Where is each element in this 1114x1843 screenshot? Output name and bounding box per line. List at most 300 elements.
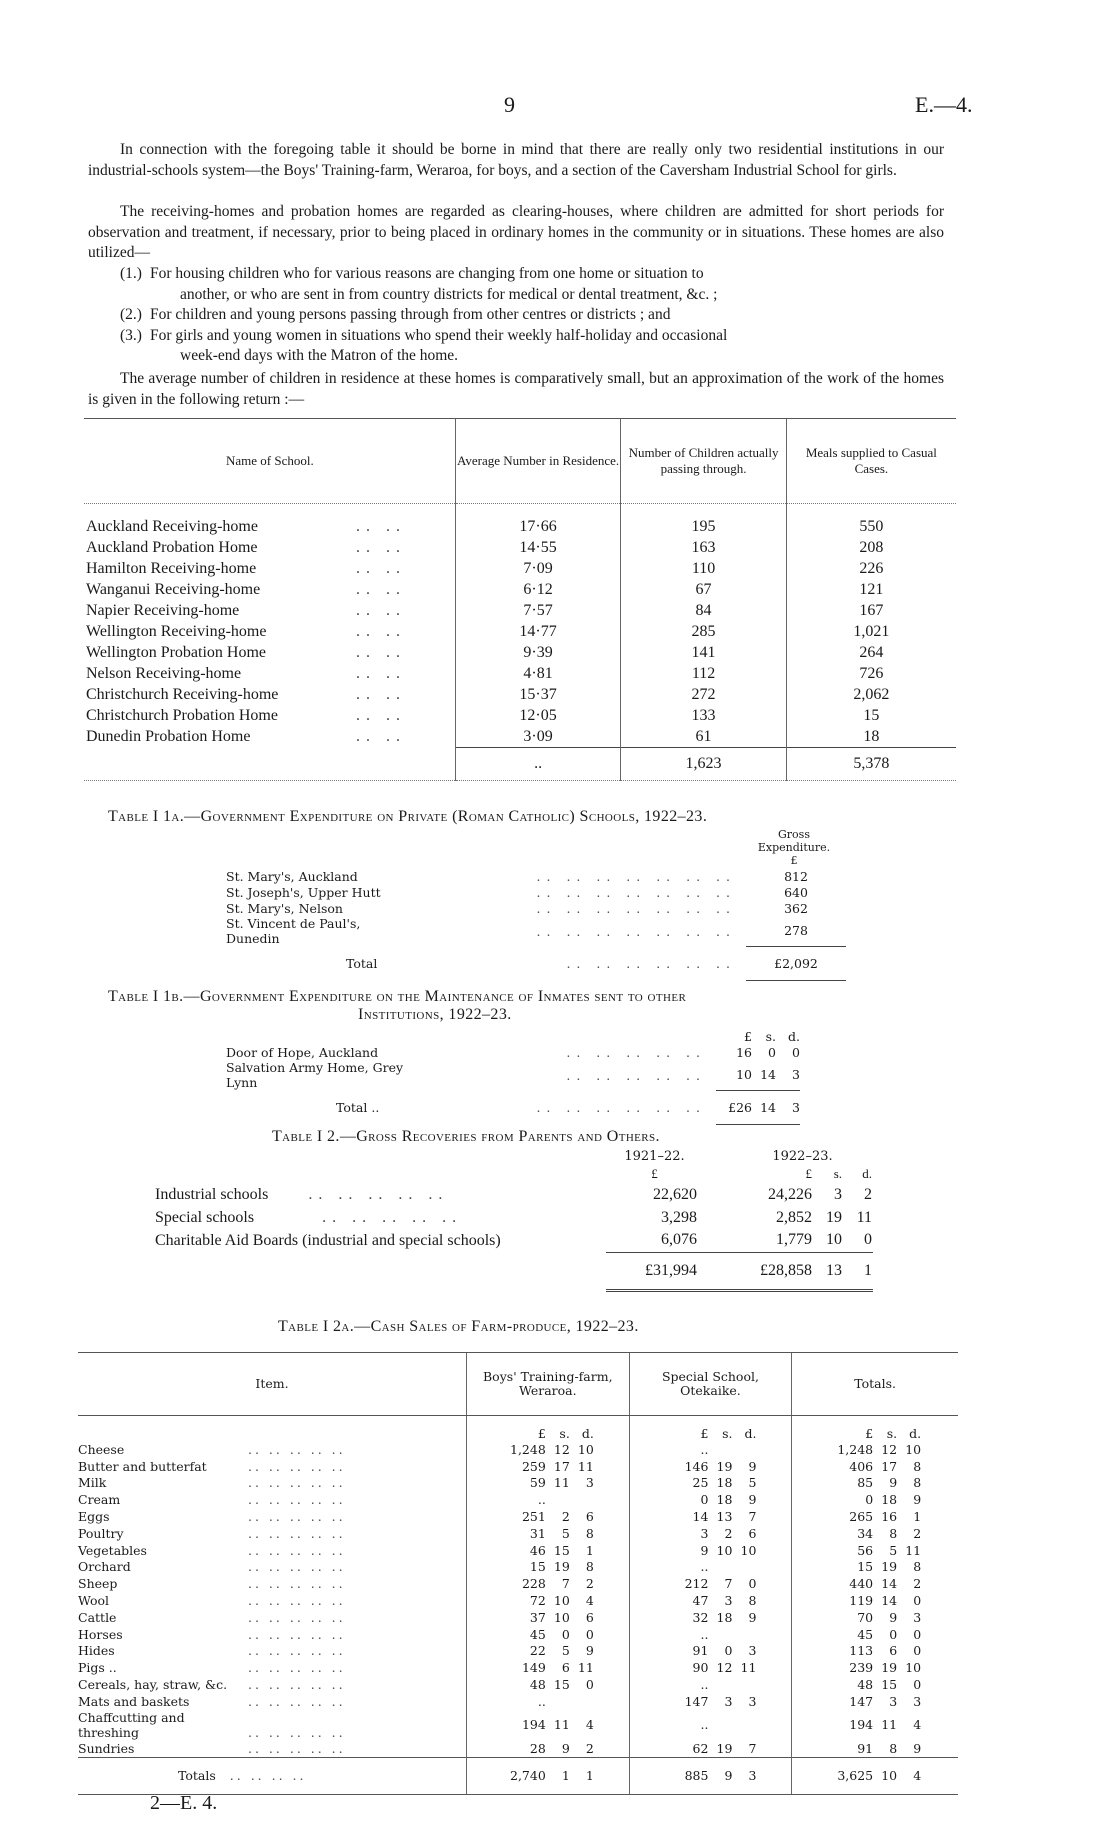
item-name	[78, 1542, 466, 1559]
lsd-part: 48	[529, 1677, 546, 1693]
lsd-part: 70	[857, 1609, 874, 1625]
school-name-text: Christchurch Receiving-home	[86, 685, 279, 703]
item-name-text: Eggs	[78, 1509, 110, 1525]
lsd-group	[630, 1442, 792, 1457]
average-residence: 7·09	[455, 558, 621, 579]
lsd-part: 11	[905, 1542, 922, 1558]
leader-dots: .. .. .. .. ..	[248, 1609, 346, 1625]
table-row	[226, 916, 846, 946]
leader-dots: .. .. .. .. ..	[248, 1576, 346, 1592]
lsd-part: 4	[585, 1593, 594, 1609]
lsd-part: 9	[889, 1475, 898, 1491]
average-residence: 7·57	[455, 600, 621, 621]
units-row	[226, 1028, 800, 1044]
otekaike-amount	[629, 1491, 792, 1508]
lsd-part: 3	[889, 1693, 898, 1709]
lsd-part	[546, 1694, 570, 1709]
otekaike-amount	[629, 1643, 792, 1660]
document-code: E.—4.	[915, 92, 973, 117]
table-row	[78, 1575, 958, 1592]
lsd-part: 45	[857, 1626, 874, 1642]
lsd-part: 15	[881, 1677, 898, 1693]
lsd-part: 4	[913, 1717, 922, 1733]
lsd-group	[792, 1492, 958, 1507]
lsd-part: 1,248	[510, 1441, 546, 1457]
weraroa-amount	[466, 1676, 629, 1693]
lsd-group	[792, 1526, 958, 1541]
lsd-part: 7	[724, 1576, 733, 1592]
lsd-part: 15	[529, 1559, 546, 1575]
lsd-part: 0	[913, 1643, 922, 1659]
leader-dots: .. ..	[356, 601, 406, 619]
lsd-part	[546, 1492, 570, 1507]
table-row	[78, 1740, 958, 1757]
leader-dots: .. .. .. .. .. ..	[566, 955, 736, 971]
meals-supplied: 1,021	[786, 621, 956, 642]
list-item: (2.) For children and young persons passing through from other centres or districts ; and	[120, 306, 671, 323]
item-name-text: Poultry	[78, 1525, 124, 1541]
amount-pence: 11	[856, 1208, 872, 1226]
lsd-part: 11	[577, 1458, 594, 1474]
otekaike-amount	[629, 1592, 792, 1609]
otekaike-amount	[629, 1542, 792, 1559]
leader-dots: .. .. .. .. ..	[248, 1475, 346, 1491]
total-amount	[792, 1575, 958, 1592]
leader-dots: .. ..	[356, 664, 406, 682]
lsd-part: 7	[748, 1740, 757, 1756]
unit-pounds: £	[744, 1028, 752, 1044]
lsd-part: 6	[585, 1509, 594, 1525]
lsd-group	[467, 1576, 629, 1591]
lsd-part: 11	[881, 1717, 898, 1733]
school-name	[84, 726, 455, 748]
weraroa-amount	[466, 1740, 629, 1757]
table-row	[78, 1491, 958, 1508]
total-shillings: 13	[813, 1252, 843, 1290]
lsd-part: 113	[849, 1643, 874, 1659]
lsd-part: 149	[521, 1660, 546, 1676]
table-header-row	[84, 419, 956, 504]
school-name-text: Nelson Receiving-home	[86, 664, 242, 682]
total-grand	[792, 1757, 958, 1794]
lsd-group	[467, 1677, 629, 1692]
lsd-part: 2,740	[510, 1768, 546, 1784]
leader-dots: .. .. .. .. ..	[248, 1724, 346, 1740]
table-header-row	[78, 1353, 958, 1416]
item-name-text: Vegetables	[78, 1542, 147, 1558]
item-name-text: Cattle	[78, 1609, 117, 1625]
leader-dots: .. .. .. .. ..	[248, 1525, 346, 1541]
children-passing: 141	[621, 642, 786, 663]
meals-supplied: 726	[786, 663, 956, 684]
total-amount	[792, 1458, 958, 1475]
lsd-part: 251	[521, 1509, 546, 1525]
leader-dots: .. .. .. .. .. .. ..	[536, 868, 736, 884]
lsd-part: 47	[692, 1593, 709, 1609]
lsd-group	[630, 1543, 792, 1558]
units-cell	[792, 1416, 958, 1442]
lsd-part: 8	[889, 1525, 898, 1541]
lsd-group	[467, 1717, 629, 1732]
leader-dots: .. .. .. .. ..	[248, 1492, 346, 1508]
average-residence: 6·12	[455, 579, 621, 600]
table-row	[78, 1710, 958, 1740]
table-row	[78, 1542, 958, 1559]
table-row	[84, 579, 956, 600]
expenditure-value: 812	[784, 868, 808, 884]
lsd-part: 10	[905, 1660, 922, 1676]
unit-shillings: s.	[833, 1166, 842, 1181]
lsd-part: 6	[585, 1609, 594, 1625]
lsd-part: 16	[881, 1509, 898, 1525]
amount-1921: 6,076	[661, 1231, 697, 1249]
amount-1921: 3,298	[661, 1208, 697, 1226]
lsd-part: 2	[913, 1525, 922, 1541]
leader-dots: .. ..	[356, 622, 406, 640]
lsd-part: 8	[585, 1559, 594, 1575]
average-residence: 14·55	[455, 537, 621, 558]
totals-row	[226, 946, 846, 980]
otekaike-amount	[629, 1676, 792, 1693]
children-passing: 163	[621, 537, 786, 558]
table-row	[78, 1508, 958, 1525]
lsd-part: 15	[857, 1559, 874, 1575]
item-name	[78, 1659, 466, 1676]
lsd-part: 3	[748, 1643, 757, 1659]
year-row	[154, 1148, 873, 1165]
total-value: £2,092	[746, 946, 846, 980]
lsd-part: 18	[716, 1475, 733, 1491]
lsd-part: 265	[849, 1509, 874, 1525]
lsd-group	[630, 1559, 792, 1574]
lsd-part: 0	[585, 1677, 594, 1693]
item-name-text: Horses	[78, 1626, 123, 1642]
lsd-part: 0	[748, 1576, 757, 1592]
school-name	[84, 663, 455, 684]
lsd-part	[732, 1627, 756, 1642]
lsd-group	[630, 1643, 792, 1658]
amount-shillings: 19	[826, 1208, 842, 1226]
lsd-part: 19	[716, 1458, 733, 1474]
weraroa-amount	[466, 1525, 629, 1542]
lsd-part: 14	[881, 1576, 898, 1592]
amount-pounds: 16	[736, 1044, 752, 1060]
item-name	[78, 1626, 466, 1643]
lsd-part: 119	[849, 1593, 874, 1609]
lsd-part: 10	[881, 1768, 898, 1784]
lsd-group	[630, 1526, 792, 1541]
lsd-part: 19	[881, 1660, 898, 1676]
lsd-part: 194	[521, 1717, 546, 1733]
lsd-group	[467, 1509, 629, 1524]
lsd-part: 11	[553, 1475, 570, 1491]
lsd-group	[792, 1627, 958, 1642]
lsd-part: 5	[889, 1542, 898, 1558]
table-cell	[154, 1165, 606, 1183]
lsd-part: 9	[748, 1458, 757, 1474]
otekaike-amount	[629, 1525, 792, 1542]
total-amount	[792, 1609, 958, 1626]
lsd-part: 440	[849, 1576, 874, 1592]
total-meals: 5,378	[786, 748, 956, 781]
item-name-text: Pigs ..	[78, 1660, 117, 1676]
col-header-weraroa: Boys' Training-farm, Weraroa.	[466, 1353, 629, 1416]
lsd-group	[630, 1677, 792, 1692]
item-name	[78, 1710, 466, 1740]
table-row	[154, 1206, 873, 1229]
weraroa-amount	[466, 1475, 629, 1492]
lsd-group	[792, 1459, 958, 1474]
lsd-part: 9	[748, 1609, 757, 1625]
lsd-part: 147	[684, 1693, 709, 1709]
source-name-text: Industrial schools	[155, 1185, 269, 1203]
otekaike-amount	[629, 1609, 792, 1626]
lsd-part: 10	[553, 1609, 570, 1625]
lsd-part: 0	[889, 1626, 898, 1642]
weraroa-amount	[466, 1592, 629, 1609]
lsd-part: 8	[585, 1525, 594, 1541]
total-amount	[792, 1659, 958, 1676]
lsd-part	[732, 1559, 756, 1574]
otekaike-amount	[629, 1559, 792, 1576]
lsd-part: 3	[748, 1768, 757, 1784]
amount-shillings: 10	[826, 1231, 842, 1249]
weraroa-amount	[466, 1643, 629, 1660]
lsd-part: 11	[553, 1717, 570, 1733]
lsd-part	[732, 1442, 756, 1457]
year-1921: 1921–22.	[624, 1149, 685, 1164]
unit-label: d.	[909, 1426, 922, 1441]
item-name-text: Cream	[78, 1492, 121, 1508]
children-passing: 61	[621, 726, 786, 748]
table-cell	[154, 1148, 606, 1165]
lsd-group	[467, 1526, 629, 1541]
lsd-part: 10	[740, 1542, 757, 1558]
amount-pounds: 10	[736, 1067, 752, 1083]
table-i2	[154, 1148, 873, 1292]
total-amount	[792, 1441, 958, 1458]
lsd-part: 72	[529, 1593, 546, 1609]
otekaike-amount	[629, 1659, 792, 1676]
total-average: ..	[455, 748, 621, 781]
lsd-group	[630, 1593, 792, 1608]
children-passing: 195	[621, 516, 786, 537]
total-label: Total	[346, 955, 378, 971]
leader-dots: .. ..	[356, 685, 406, 703]
otekaike-amount	[629, 1626, 792, 1643]
item-name-text: Wool	[78, 1593, 110, 1609]
amount-pounds: 24,226	[768, 1185, 812, 1203]
lsd-part: 5	[561, 1643, 570, 1659]
table-row	[84, 516, 956, 537]
table-cell	[621, 504, 786, 517]
lsd-part: 3	[700, 1525, 709, 1541]
amount-pence: 2	[864, 1185, 872, 1203]
lsd-part: ..	[700, 1717, 709, 1733]
lsd-part: 18	[716, 1492, 733, 1508]
expenditure-value: 278	[784, 923, 808, 939]
total-amount	[792, 1542, 958, 1559]
lsd-part: 9	[889, 1609, 898, 1625]
otekaike-amount	[629, 1458, 792, 1475]
leader-dots: .. .. .. .. .. .. ..	[536, 884, 736, 900]
table-cell	[84, 748, 455, 781]
table-row	[84, 726, 956, 748]
lsd-part: 17	[881, 1458, 898, 1474]
lsd-group	[467, 1416, 629, 1441]
total-1921: £31,994	[606, 1252, 703, 1290]
table-row	[84, 663, 956, 684]
meals-supplied: 226	[786, 558, 956, 579]
table-i1a-col-header: Gross Expenditure. £	[757, 828, 831, 867]
item-name	[78, 1676, 466, 1693]
table-row	[154, 1183, 873, 1206]
lsd-part: 8	[913, 1458, 922, 1474]
item-name-text: Sheep	[78, 1576, 118, 1592]
table-row	[78, 1626, 958, 1643]
average-residence: 14·77	[455, 621, 621, 642]
year-1922: 1922–23.	[772, 1149, 833, 1164]
lsd-group	[792, 1677, 958, 1692]
homes-table	[84, 418, 956, 781]
lsd-group	[630, 1509, 792, 1524]
average-residence: 3·09	[455, 726, 621, 748]
otekaike-amount	[629, 1693, 792, 1710]
lsd-group	[467, 1459, 629, 1474]
table-row	[84, 642, 956, 663]
meals-supplied: 208	[786, 537, 956, 558]
item-name	[78, 1592, 466, 1609]
lsd-group	[630, 1627, 792, 1642]
institution-name: Salvation Army Home, Grey Lynn	[226, 1060, 404, 1090]
total-shillings: 14	[752, 1090, 776, 1124]
lsd-part: 1,248	[837, 1441, 874, 1457]
totals-row	[84, 748, 956, 781]
item-name-text: Orchard	[78, 1559, 131, 1575]
col-header-item: Item.	[78, 1353, 466, 1416]
total-otekaike	[629, 1757, 792, 1794]
item-name	[78, 1693, 466, 1710]
lsd-group	[630, 1660, 792, 1675]
otekaike-amount	[629, 1508, 792, 1525]
weraroa-amount	[466, 1710, 629, 1740]
lsd-part: 4	[585, 1717, 594, 1733]
leader-dots: .. ..	[356, 643, 406, 661]
leader-dots: .. .. .. .. ..	[248, 1542, 346, 1558]
lsd-group	[792, 1717, 958, 1732]
lsd-group	[467, 1610, 629, 1625]
lsd-part: 147	[849, 1693, 874, 1709]
lsd-part: 0	[865, 1492, 874, 1508]
total-amount	[792, 1475, 958, 1492]
lsd-group	[792, 1543, 958, 1558]
weraroa-amount	[466, 1491, 629, 1508]
unit-pence: d.	[788, 1028, 800, 1044]
lsd-part: 2	[561, 1509, 570, 1525]
table-row	[84, 684, 956, 705]
lsd-part: 6	[748, 1525, 757, 1541]
lsd-group	[467, 1643, 629, 1658]
amount-pence: 3	[792, 1067, 800, 1083]
lsd-group	[792, 1509, 958, 1524]
weraroa-amount	[466, 1626, 629, 1643]
table-row	[78, 1458, 958, 1475]
total-amount	[792, 1491, 958, 1508]
average-residence: 9·39	[455, 642, 621, 663]
col-header-otekaike: Special School, Otekaike.	[629, 1353, 792, 1416]
paragraph-3: The average number of children in residence at these homes is comparatively small, but an approximation of the work of the homes is given in the following return :—	[88, 370, 944, 408]
unit-pounds: £	[805, 1166, 812, 1181]
total-amount	[792, 1740, 958, 1757]
units-cell	[466, 1416, 629, 1442]
weraroa-amount	[466, 1458, 629, 1475]
item-name-text: Mats and baskets	[78, 1693, 190, 1709]
lsd-part: 59	[529, 1475, 546, 1491]
school-name	[84, 684, 455, 705]
amount-shillings: 14	[760, 1067, 776, 1083]
lsd-part: 10	[577, 1441, 594, 1457]
unit-shillings: s.	[765, 1028, 776, 1044]
lsd-part: 194	[849, 1717, 874, 1733]
lsd-part: 15	[553, 1542, 570, 1558]
table-cell	[455, 504, 621, 517]
total-amount	[792, 1710, 958, 1740]
col-header-average: Average Number in Residence.	[455, 419, 621, 504]
table-cell	[84, 504, 455, 517]
lsd-part: 91	[692, 1643, 709, 1659]
lsd-part: 15	[553, 1677, 570, 1693]
lsd-part: 12	[716, 1660, 733, 1676]
otekaike-amount	[629, 1740, 792, 1757]
col-header-meals: Meals supplied to Casual Cases.	[786, 419, 956, 504]
lsd-part: 5	[561, 1525, 570, 1541]
school-name	[84, 558, 455, 579]
table-i1b-title: Table I 1b.—Government Expenditure on the Maintenance of Inmates sent to other Institutions, 1922–23.	[108, 988, 687, 1023]
total-amount	[792, 1676, 958, 1693]
lsd-part: 12	[553, 1441, 570, 1457]
table-row	[78, 1559, 958, 1576]
lsd-part: 8	[889, 1740, 898, 1756]
lsd-part: 10	[716, 1542, 733, 1558]
leader-dots: .. ..	[356, 580, 406, 598]
lsd-group	[467, 1475, 629, 1490]
table-row	[84, 537, 956, 558]
table-i2a	[78, 1352, 958, 1795]
table-i2-title: Table I 2.—Gross Recoveries from Parents and Others.	[272, 1128, 660, 1145]
source-name	[154, 1229, 606, 1252]
weraroa-amount	[466, 1609, 629, 1626]
lsd-part: 10	[905, 1441, 922, 1457]
table-row	[84, 600, 956, 621]
table-row	[78, 1525, 958, 1542]
leader-dots: .. ..	[356, 706, 406, 724]
table-row	[78, 1592, 958, 1609]
total-pounds: £26	[716, 1090, 752, 1124]
table-cell	[436, 1028, 716, 1044]
totals-row	[226, 1090, 800, 1124]
table-cell	[226, 1028, 436, 1044]
lsd-group	[792, 1559, 958, 1574]
leader-dots: .. .. .. .. ..	[248, 1660, 346, 1676]
lsd-group	[630, 1768, 792, 1783]
weraroa-amount	[466, 1542, 629, 1559]
lsd-group	[630, 1459, 792, 1474]
total-pence: 3	[776, 1090, 800, 1124]
lsd-part: 885	[684, 1768, 709, 1784]
leader-dots: .. .. .. .. ..	[248, 1643, 346, 1659]
lsd-part	[732, 1677, 756, 1692]
school-name-text: Wanganui Receiving-home	[86, 580, 261, 598]
